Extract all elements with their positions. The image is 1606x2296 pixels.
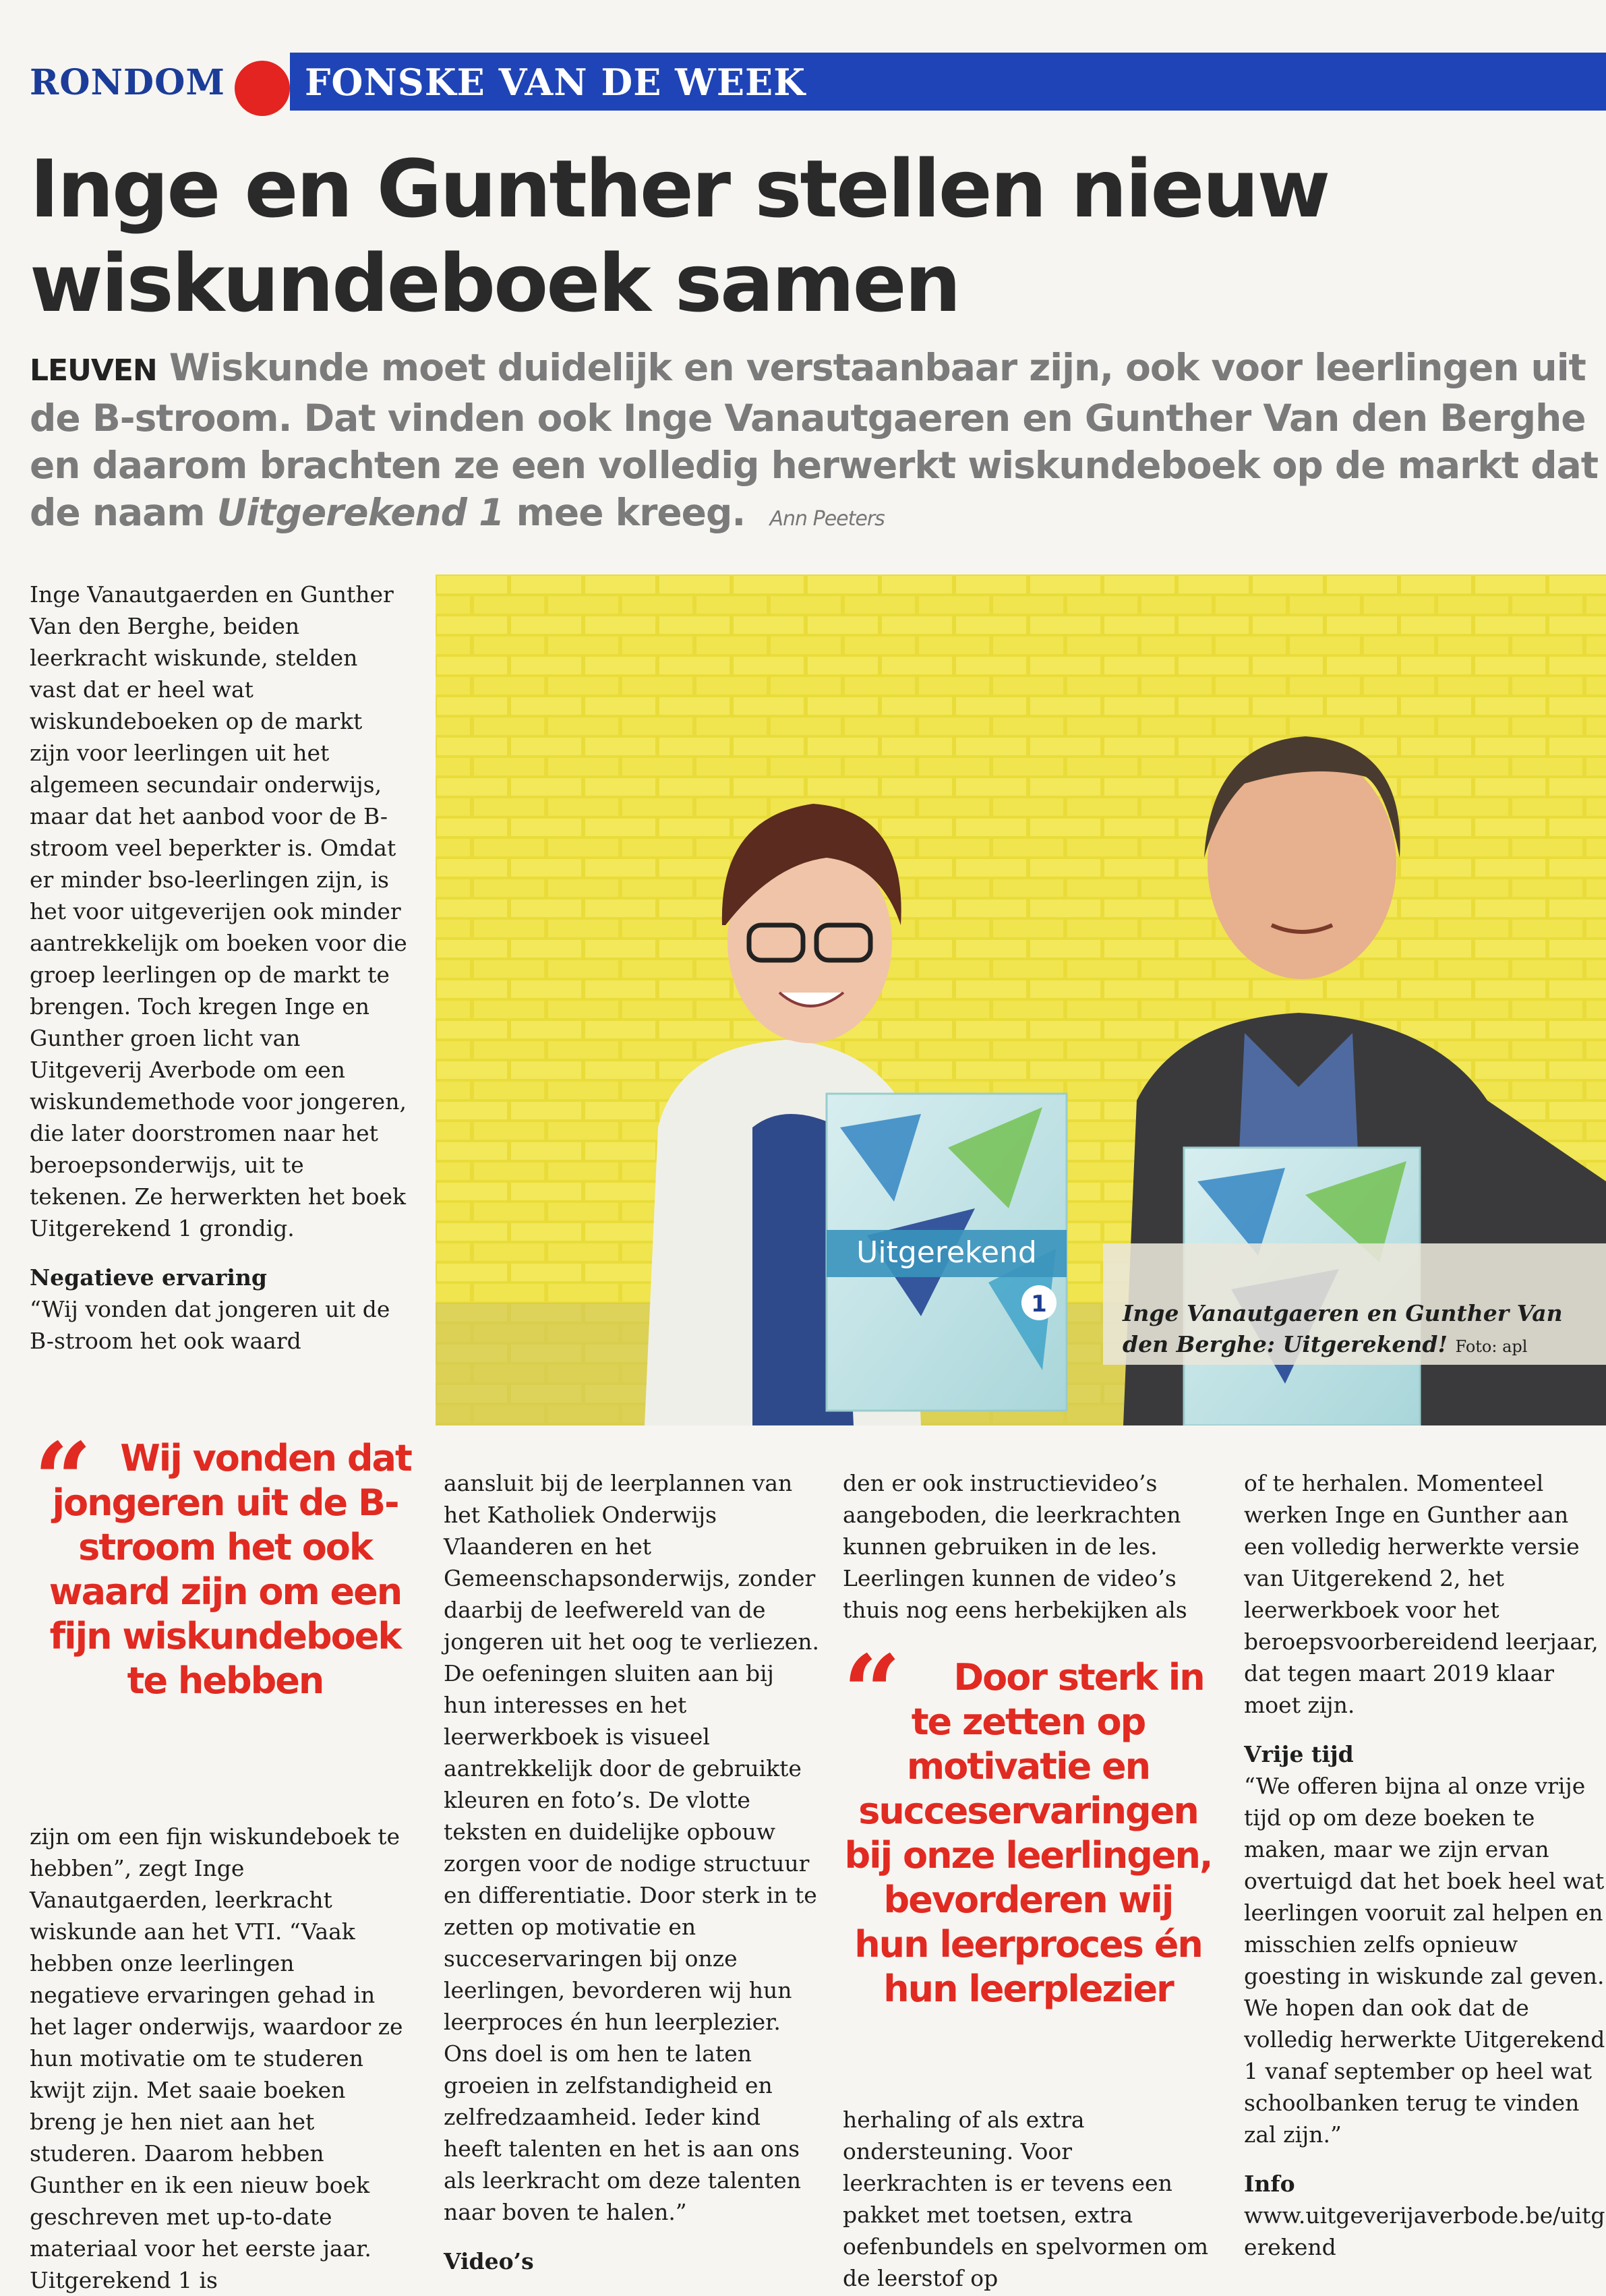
body-paragraph: “We offeren bijna al onze vrije tijd op om deze boeken te maken, maar we zijn ervan overtuigd dat het boek heel wat leerlingen vooruit zal helpen en misschien zelfs opnieuw goesting in wiskunde zal geven. We hopen dan ook dat de volledig herwerkte Uitgerekend 1 vanaf september op heel wat schoolbanken terug te vinden zal zijn.” (1244, 1773, 1605, 2148)
book-number: 1 (1031, 1291, 1047, 1318)
subheading-videos: Video’s (444, 2248, 534, 2274)
column-3-bottom (843, 2104, 1214, 2294)
headline (30, 142, 1580, 330)
book-title: Uitgerekend (856, 1235, 1037, 1270)
lead-text-2: mee kreeg. (504, 491, 746, 534)
pull-quote-1: Wij vonden dat jongeren uit de B-stroom het ook waard zijn om een fijn wiskundeboek te hebben (49, 1437, 411, 1702)
body-paragraph: Inge Vanautgaerden en Gunther Van den Berghe, beiden leerkracht wiskunde, stelden vast dat er heel wat wiskundeboeken op de markt zijn voor leerlingen uit het algemeen secundair onderwijs, maar dat het aanbod voor de B-stroom veel beperkter is. Omdat er minder bso-leerlingen zijn, is het voor uitgeverijen ook minder aantrekkelijk om boeken voor die groep leerlingen op de markt te brengen. Toch kregen Inge en Gunther groen licht van Uitgeverij Averbode om een wiskundemethode voor jongeren, die later doorstromen naar het beroepsonderwijs, uit te tekenen. Ze herwerkten het boek Uitgerekend 1 grondig. (30, 581, 407, 1241)
lead-book-title: Uitgerekend 1 (216, 491, 504, 534)
quote-mark-icon: “ (34, 1421, 92, 1539)
red-dot-icon (235, 61, 290, 116)
info-link[interactable]: www.uitgeverijaverbode.be/uitgerekend (1244, 2202, 1605, 2260)
lead-paragraph (30, 344, 1601, 543)
lead-text-1: Wiskunde moet duidelijk en verstaanbaar zijn, ook voor leerlingen uit de B-stroom. Dat vinden ook Inge Vanautgaeren en Gunther Van den Berghe en daarom brachten ze een volledig herwerkt wiskundeboek op de markt dat de naam (30, 346, 1599, 534)
photo-credit: Foto: apl (1455, 1337, 1528, 1356)
section-label: RONDOM (30, 62, 225, 103)
subheading-free-time: Vrije tijd (1244, 1741, 1354, 1767)
column-2 (444, 1467, 820, 2277)
column-3-top (843, 1467, 1214, 1626)
book-cover-1 (827, 1094, 1067, 1411)
body-paragraph: herhaling of als extra ondersteuning. Voor leerkrachten is er tevens een pakket met toetsen, extra oefenbundels en spelvormen om de leerstof op (843, 2107, 1209, 2291)
body-paragraph: den er ook instructievideo’s aangeboden, die leerkrachten kunnen gebruiken in de les. Leerlingen kunnen de video’s thuis nog eens herbekijken als (843, 1470, 1187, 1623)
column-1-top (30, 579, 407, 1357)
subheading-info: Info (1244, 2171, 1295, 2197)
quote-mark-icon: “ (843, 1633, 901, 1752)
caption-text: Inge Vanautgaeren en Gunther Van den Berghe: Uitgerekend! (1123, 1300, 1563, 1357)
body-paragraph: zijn om een fijn wiskundeboek te hebben”, zegt Inge Vanautgaerden, leerkracht wiskunde aan het VTI. “Vaak hebben onze leerlingen negatieve ervaringen gehad in het lager onderwijs, waardoor ze hun motivatie om te studeren kwijt zijn. Met saaie boeken breng je hen niet aan het studeren. Daarom hebben Gunther en ik een nieuw boek geschreven met up-to-date materiaal voor het eerste jaar. Uitgerekend 1 is (30, 1823, 403, 2293)
body-paragraph: of te herhalen. Momenteel werken Inge en Gunther aan een volledig herwerkte versie van Uitgerekend 2, het leerwerkboek voor het beroepsvoorbereidend leerjaar, dat tegen maart 2019 klaar moet zijn. (1244, 1470, 1599, 1718)
body-paragraph: “Wij vonden dat jongeren uit de B-stroom het ook waard (30, 1296, 390, 1354)
photo-caption (1123, 1298, 1588, 1362)
headline-line-1: Inge en Gunther stellen nieuw (30, 142, 1329, 235)
dateline: LEUVEN (30, 353, 157, 388)
pull-quote-2: Door sterk in te zetten op motivatie en succeservaringen bij onze leerlingen, bevorderen wij hun leerproces én hun leerplezier (844, 1656, 1212, 2010)
column-1-bottom (30, 1821, 407, 2296)
byline: Ann Peeters (769, 507, 885, 531)
rubric-label: FONSKE VAN DE WEEK (305, 61, 806, 104)
subheading-negative-experience: Negatieve ervaring (30, 1264, 267, 1291)
body-paragraph: aansluit bij de leerplannen van het Katholiek Onderwijs Vlaanderen en het Gemeenschapsonderwijs, zonder daarbij de leefwereld van de jongeren uit het oog te verliezen. De oefeningen sluiten aan bij hun interesses en het leerwerkboek is visueel aantrekkelijk door de gebruikte kleuren en foto’s. De vlotte teksten en duidelijke opbouw zorgen voor de nodige structuur en differentiatie. Door sterk in te zetten op motivatie en succeservaringen bij onze leerlingen, bevorderen wij hun leerproces én hun leerplezier. Ons doel is om hen te laten groeien in zelfstandigheid en zelfredzaamheid. Ieder kind heeft talenten en het is aan ons als leerkracht om deze talenten naar boven te halen.” (444, 1470, 820, 2225)
column-4 (1244, 1467, 1606, 2263)
headline-line-2: wiskundeboek samen (30, 237, 959, 330)
